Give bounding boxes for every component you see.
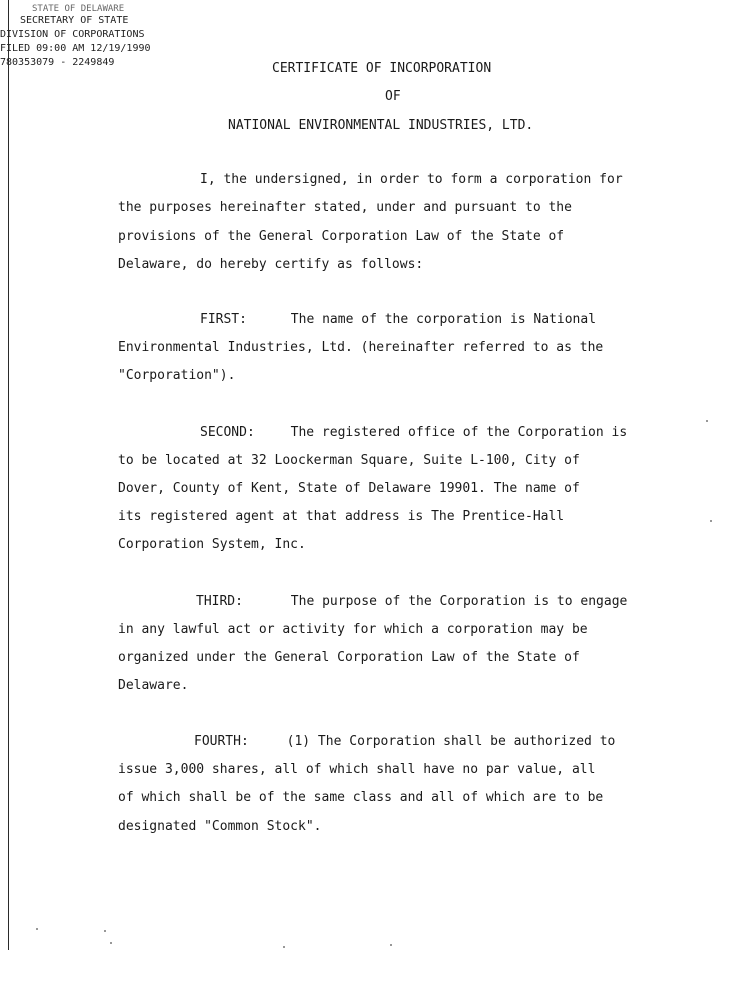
third-line-1: The purpose of the Corporation is to engage: [290, 594, 628, 609]
first-line-1: The name of the corporation is National: [290, 312, 597, 327]
third-label: THIRD:: [196, 594, 243, 609]
intro-line-2: the purposes hereinafter stated, under and pursuant to the: [118, 200, 572, 215]
first-label: FIRST:: [200, 312, 247, 327]
scan-speck: [110, 942, 112, 944]
third-line-4: Delaware.: [118, 678, 189, 693]
scan-speck: [706, 420, 708, 422]
fourth-line-4: designated "Common Stock".: [118, 819, 322, 834]
second-line-5: Corporation System, Inc.: [118, 537, 306, 552]
stamp-filed: FILED 09:00 AM 12/19/1990: [0, 43, 151, 54]
first-article: [200, 312, 596, 327]
fourth-article: [194, 734, 615, 749]
fourth-line-1: (1) The Corporation shall be authorized to: [286, 734, 616, 749]
third-line-2: in any lawful act or activity for which a corporation may be: [118, 622, 588, 637]
second-line-4: its registered agent at that address is The Prentice-Hall: [118, 509, 565, 524]
scan-speck: [390, 944, 392, 946]
second-line-2: to be located at 32 Loockerman Square, Suite L-100, City of: [118, 453, 580, 468]
scan-speck: [710, 520, 712, 522]
scan-speck: [283, 946, 285, 948]
fourth-line-3: of which shall be of the same class and all of which are to be: [118, 790, 604, 805]
third-line-3: organized under the General Corporation Law of the State of: [118, 650, 580, 665]
filing-stamp: [0, 4, 151, 70]
scan-speck: [36, 928, 38, 930]
fourth-label: FOURTH:: [194, 734, 249, 749]
third-article: [196, 594, 627, 609]
scan-edge-line: [8, 0, 9, 950]
intro-line-3: provisions of the General Corporation Law of the State of: [118, 229, 565, 244]
fourth-line-2: issue 3,000 shares, all of which shall have no par value, all: [118, 762, 596, 777]
intro-line-4: Delaware, do hereby certify as follows:: [118, 257, 424, 272]
document-title: CERTIFICATE OF INCORPORATION: [272, 61, 492, 76]
second-article: [200, 425, 627, 440]
company-name: NATIONAL ENVIRONMENTAL INDUSTRIES, LTD.: [228, 118, 534, 133]
stamp-division: DIVISION OF CORPORATIONS: [0, 29, 145, 40]
second-label: SECOND:: [200, 425, 255, 440]
stamp-number: 780353079 - 2249849: [0, 57, 115, 68]
stamp-secretary: SECRETARY OF STATE: [20, 15, 129, 26]
intro-line-1: I, the undersigned, in order to form a corporation for: [200, 172, 623, 187]
stamp-state: STATE OF DELAWARE: [32, 4, 125, 14]
second-line-1: The registered office of the Corporation is: [290, 425, 628, 440]
title-of: OF: [385, 89, 401, 104]
first-line-2: Environmental Industries, Ltd. (hereinafter referred to as the: [118, 340, 604, 355]
first-line-3: "Corporation").: [118, 368, 236, 383]
second-line-3: Dover, County of Kent, State of Delaware 19901. The name of: [118, 481, 580, 496]
scan-speck: [104, 930, 106, 932]
